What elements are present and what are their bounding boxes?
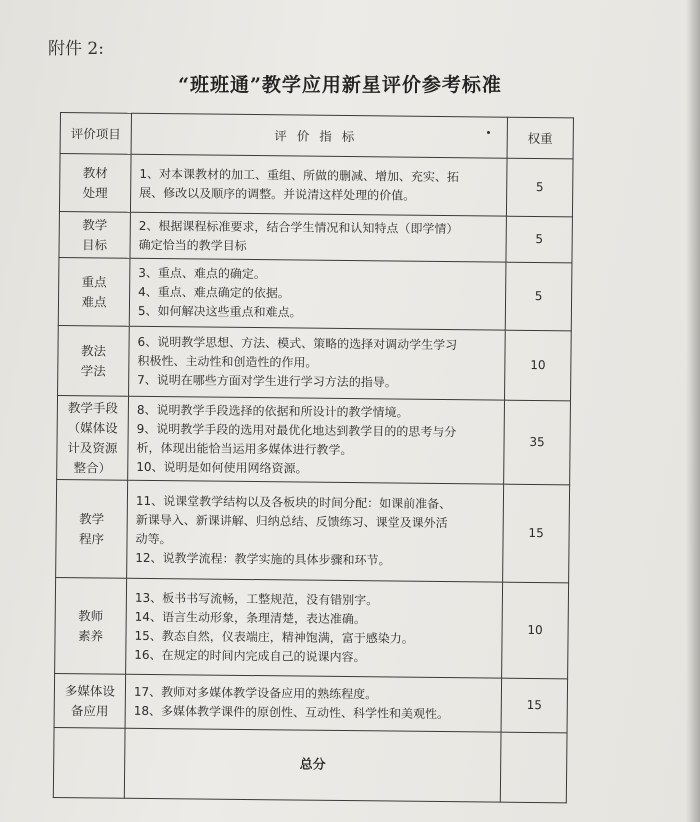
weight-cell [506,216,572,263]
indicator-line: 16、在规定的时间内完成自己的说课内容。 [134,647,366,664]
indicator-cell [130,154,507,216]
criteria-item-cell [56,479,128,578]
criteria-item-cell [58,257,130,326]
header-indicator: 评价指标 [131,113,507,158]
criteria-item-cell [55,577,127,674]
criteria-item-text: 重点 [81,273,107,289]
indicator-line: 4、重点、难点确定的依据。 [138,284,290,301]
criteria-item-text: 程序 [78,530,105,546]
table-row [59,154,573,217]
indicator-cell [126,578,503,678]
table-row [58,325,572,400]
indicator-line: 9、说明教学手段的选用对最优化地达到教学目的的思考与分 [136,421,457,439]
criteria-item-text: 整合） [73,459,112,476]
criteria-item-text: 教学手段 [67,399,118,416]
weight-value: 5 [534,288,543,304]
criteria-item-cell [59,154,131,213]
weight-value: 35 [529,434,545,450]
ink-dot [487,131,490,134]
weight-value: 15 [526,697,543,713]
indicator-cell [127,480,504,582]
weight-value: 5 [535,179,544,195]
indicator-line: 15、教态自然，仪表端庄，精神饱满，富于感染力。 [134,628,414,646]
criteria-item-text: 计及资源 [67,439,118,456]
indicator-line: 5、如何解决这些重点和难点。 [137,303,302,320]
table-row [58,257,572,330]
criteria-item-text: 教学 [82,216,108,233]
criteria-item-cell [57,395,129,480]
table-header-row [60,113,573,159]
indicator-line: 18、多媒体教学课件的原创性、互动性、科学性和美观性。 [133,703,450,721]
indicator-cell [129,258,506,330]
indicator-cell [125,674,502,732]
weight-value: 15 [528,525,544,541]
weight-cell [505,330,572,401]
indicator-line: 1、对本课教材的加工、重组、所做的删减、增加、充实、拓 [139,166,460,184]
weight-value: 5 [535,231,544,247]
indicator-line: 2、根据课程标准要求，结合学生情况和认知特点（即学情） [138,218,459,236]
table-row [59,211,572,262]
criteria-item-text: 素养 [77,627,104,643]
indicator-line: 积极性、主动性和创造性的作用。 [137,353,318,370]
total-label: 总分 [124,728,501,802]
table-row [57,395,571,484]
criteria-item-text: 难点 [81,293,107,309]
criteria-table [53,112,574,803]
attachment-label: 附件 2: [48,39,104,59]
criteria-item-cell [54,673,126,728]
indicator-line: 3、重点、难点的确定。 [138,265,267,282]
indicator-line: 析，体现出能恰当运用多媒体进行教学。 [136,440,353,457]
table-row [54,673,568,732]
weight-cell [504,400,571,485]
indicator-line: 动等。 [135,531,172,546]
weight-cell [506,158,573,217]
indicator-cell [130,212,506,262]
criteria-item-cell [58,325,130,396]
indicator-line: 17、教师对多媒体教学设备应用的熟练程度。 [133,684,378,701]
indicator-line: 6、说明教学思想、方法、模式、策略的选择对调动学生学习 [137,334,458,353]
total-row [53,727,567,802]
document-title: “班班通”教学应用新星评价参考标准 [178,74,502,96]
criteria-item-text: 教材 [82,164,108,181]
criteria-item-text: 目标 [82,236,108,253]
table-row [55,577,569,678]
criteria-item-text: 备应用 [70,702,109,719]
header-item: 评价项目 [60,113,131,155]
indicator-cell [128,396,505,484]
indicator-line: 10、说明是如何使用网络资源。 [136,459,308,476]
page-edge-shadow [686,0,700,822]
total-empty-cell [53,727,125,798]
indicator-cell [129,326,506,400]
header-weight: 权重 [507,117,573,159]
indicator-line: 12、说教学流程：教学实施的具体步骤和环节。 [135,550,391,567]
indicator-line: 新课导入、新课讲解、归纳总结、反馈练习、课堂及课外活 [135,512,448,530]
indicator-line: 7、说明在哪些方面对学生进行学习方法的指导。 [137,372,397,390]
criteria-item-text: 教师 [78,607,104,623]
criteria-item-text: （媒体设 [67,419,118,436]
indicator-line: 8、说明教学手段选择的依据和所设计的教学情境。 [136,402,409,420]
indicator-line: 展、修改以及顺序的调整。并说清这样处理的价值。 [139,185,416,203]
indicator-line: 14、语言生动形象，条理清楚，表达准确。 [134,609,367,626]
weight-cell [502,582,569,679]
criteria-item-text: 处理 [82,184,108,201]
weight-cell [501,678,568,733]
criteria-item-text: 学法 [80,362,106,378]
weight-value: 10 [527,622,543,638]
indicator-line: 13、板书书写流畅，工整规范，没有错别字。 [134,590,379,607]
weight-cell [503,484,570,583]
indicator-line: 确定恰当的教学目标 [138,237,247,253]
criteria-item-text: 教法 [80,342,107,358]
indicator-line: 11、说课堂教学结构以及各板块的时间分配：如课前准备、 [135,493,452,511]
weight-cell [505,262,572,331]
criteria-item-text: 多媒体设 [64,682,116,699]
criteria-item-cell [59,211,130,258]
criteria-item-text: 教学 [79,510,105,526]
total-weight-cell [500,732,567,803]
table-row [56,479,570,582]
weight-value: 10 [530,357,546,373]
